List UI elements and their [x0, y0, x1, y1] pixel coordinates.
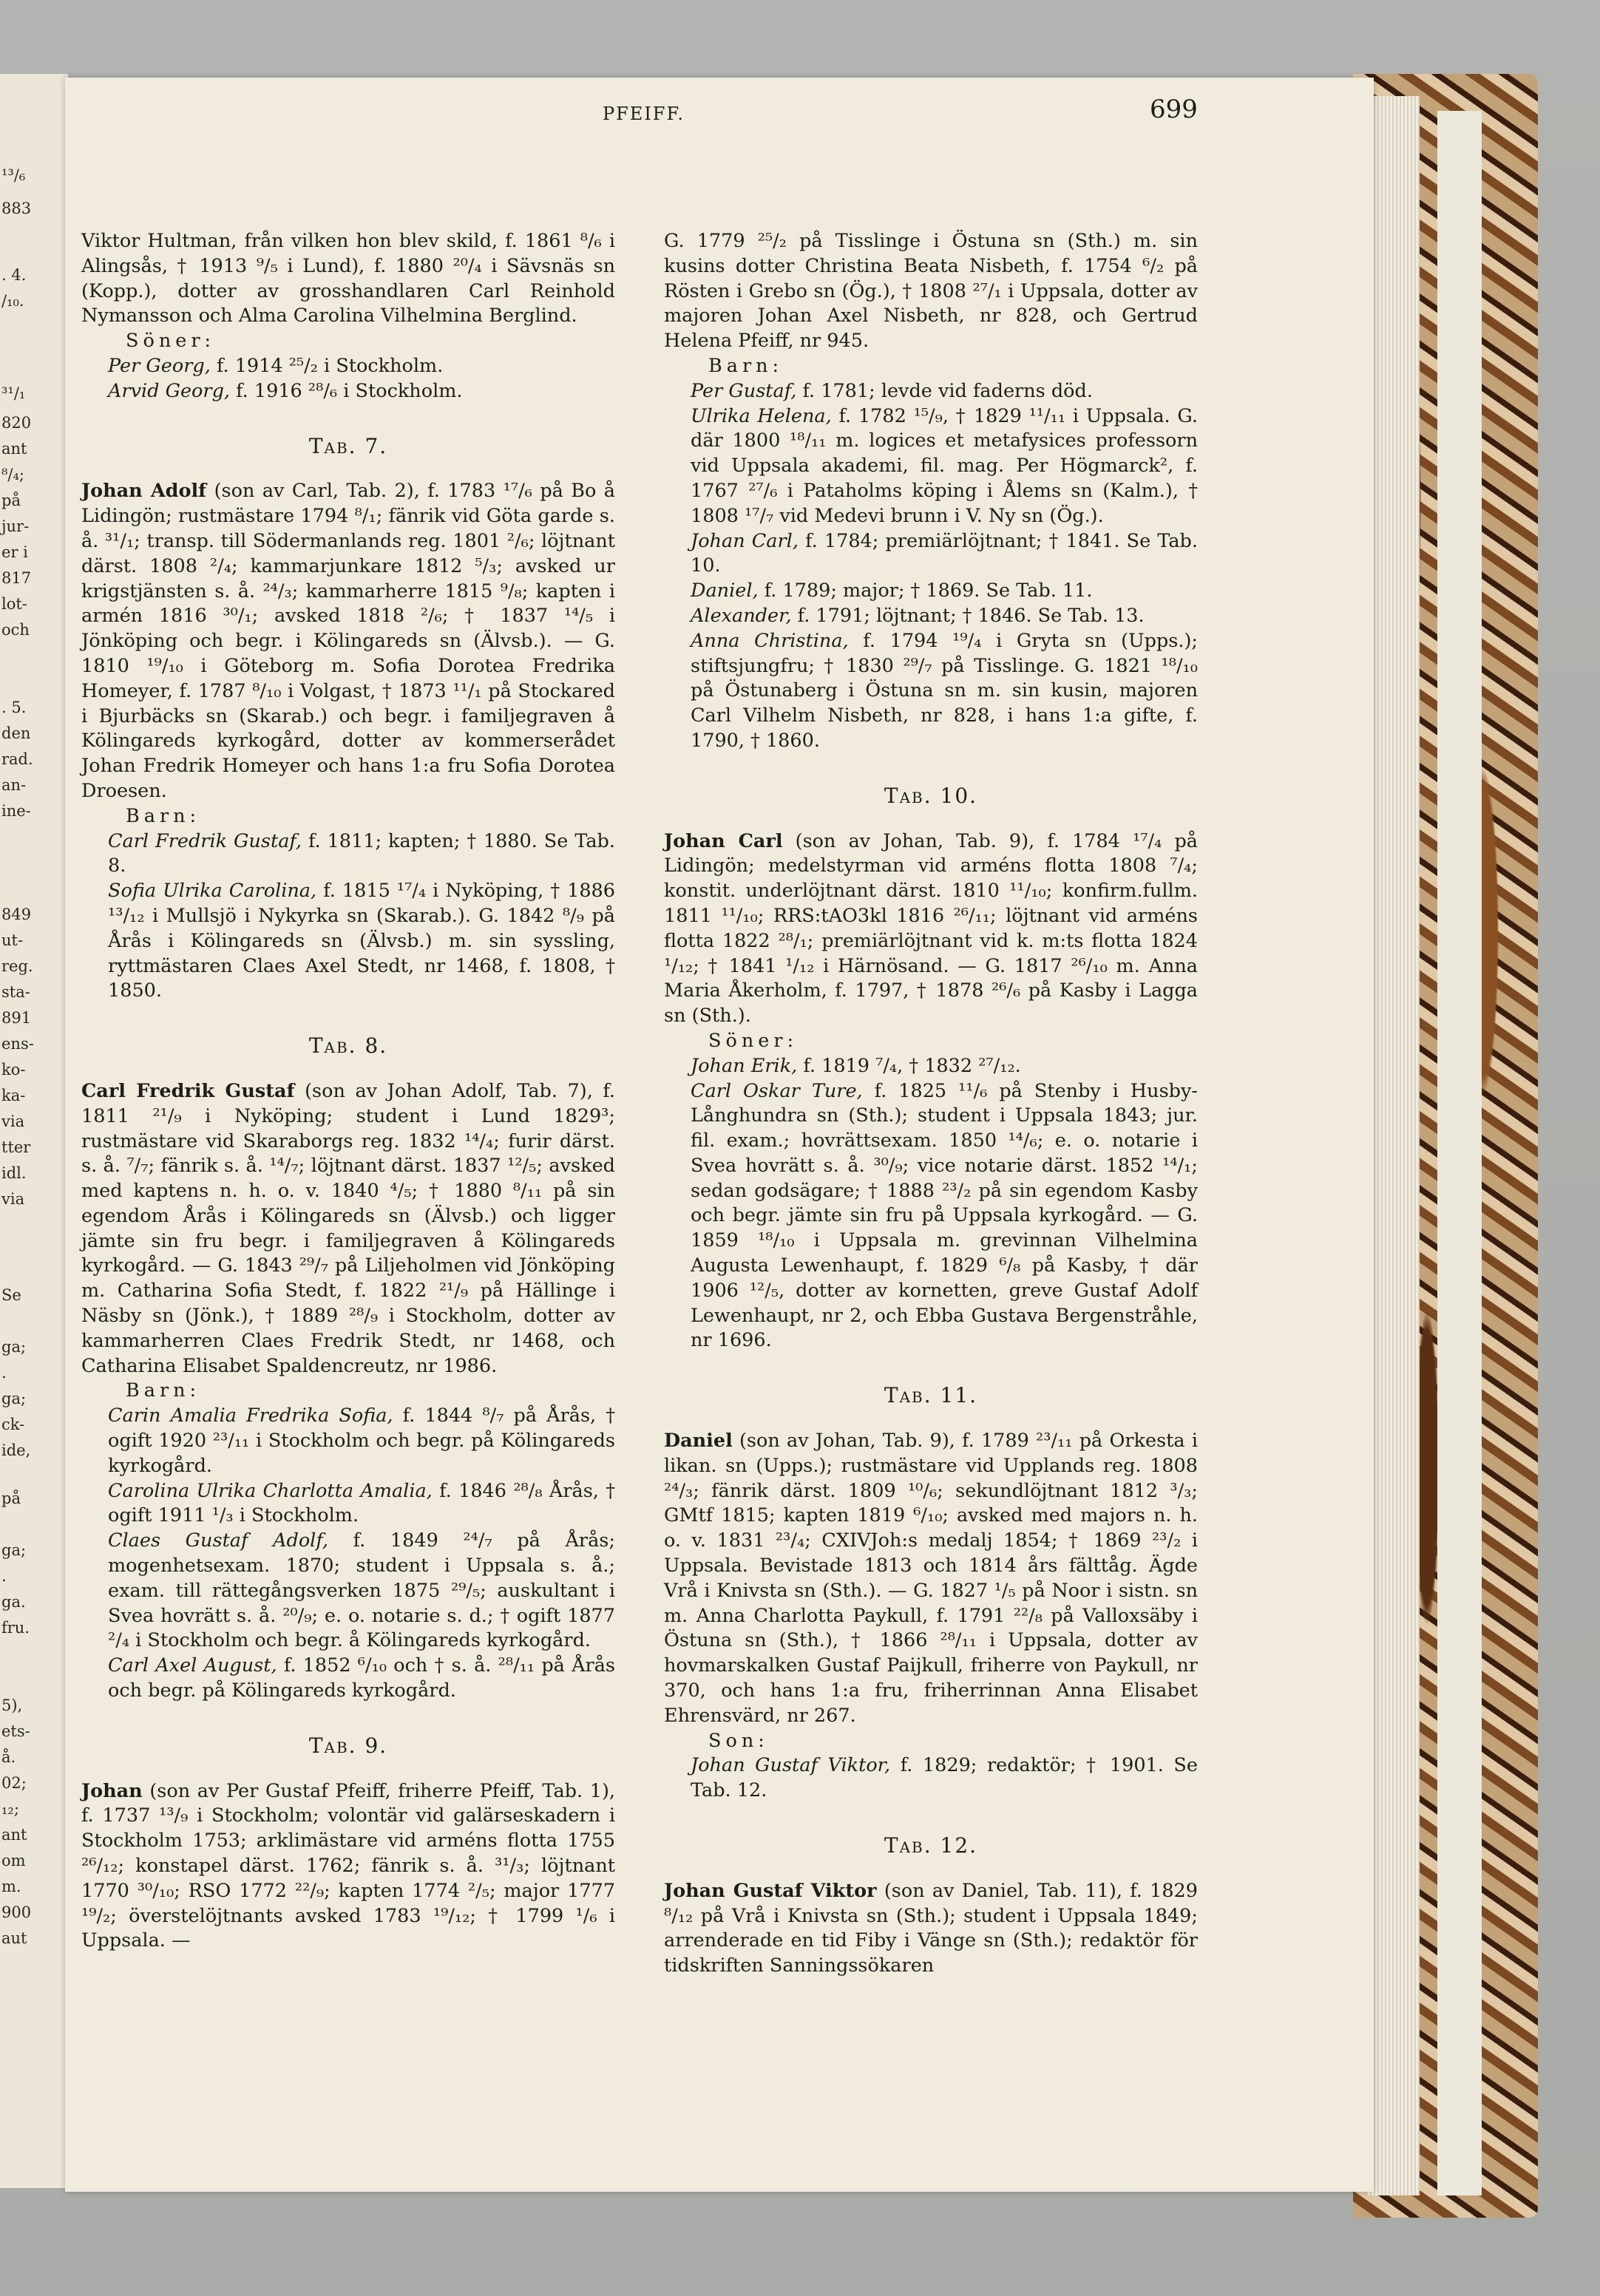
- children-label: Söner:: [126, 330, 216, 353]
- table-heading: Tab. 7.: [308, 433, 388, 458]
- facing-page-fragment: via: [1, 1113, 25, 1130]
- person-name: Carl Fredrik Gustaf: [81, 1079, 295, 1102]
- person-name: Claes Gustaf Adolf,: [108, 1529, 328, 1552]
- table-heading: Tab. 12.: [884, 1833, 978, 1858]
- person-details: f. 1825 ¹¹/₆ på Stenby i Husby-Långhundra sn (Sth.); student i Uppsala 1843; jur. fil. exam.; hovrättsexam. 1850 ¹⁴/₆; e. o. notarie i Svea hovrätt s. å. ³⁰/₉; vice notarie därst. 1852 ¹⁴/₁; sedan godsägare; † 1888 ²³/₂ på sin egendom Kasby och begr. jämte sin fru på Uppsala kyrkogård. — G. 1859 ¹⁸/₁₀ i Uppsala m. grevinnan Vilhelmina Augusta Lewenhaupt, f. 1829 ⁶/₈ på Kasby, † där 1906 ¹²/₅, dotter av kornetten, greve Gustaf Adolf Lewenhaupt, nr 2, och Ebba Gustava Bergenstråhle, nr 1696.: [691, 1079, 1198, 1352]
- person-details: f. 1846 ²⁸/₈ Årås, † ogift 1911 ¹/₃ i Stockholm.: [108, 1479, 615, 1527]
- facing-page-fragment: . 5.: [1, 699, 27, 716]
- children-label: Söner:: [708, 1029, 799, 1052]
- facing-page-fragment: ant: [1, 1826, 27, 1844]
- person-name: Daniel,: [691, 580, 759, 602]
- facing-page-fragment: 820: [1, 414, 32, 432]
- person-name: Sofia Ulrika Carolina,: [108, 880, 317, 903]
- facing-page-fragment: ¹³/₆: [1, 166, 26, 184]
- facing-page-fragment: ka-: [1, 1087, 26, 1104]
- facing-page-fragment: jur-: [1, 517, 30, 535]
- child-entry: [664, 629, 1198, 754]
- person-name: Johan Gustaf Viktor,: [691, 1754, 891, 1777]
- children-label: Son:: [708, 1729, 769, 1752]
- facing-page-fragment: på: [1, 1490, 21, 1507]
- facing-page-fragment: lot-: [1, 595, 27, 613]
- entry-continuation: Viktor Hultman, från vilken hon blev skild, f. 1861 ⁸/₆ i Alingsås, † 1913 ⁹/₅ i Lund), f. 1880 ²⁰/₄ i Sävsnäs sn (Kopp.), dotter av grosshandlaren Carl Reinhold Nymansson och Alma Carolina Vilhelmina Berglind.: [81, 230, 615, 327]
- person-details: f. 1815 ¹⁷/₄ i Nyköping, † 1886 ¹³/₁₂ i Mullsjö i Nykyrka sn (Skarab.). G. 1842 ⁸/₉ på Årås i Kölingareds sn (Älvsb.) m. sin syssling, ryttmästaren Claes Axel Stedt, nr 1468, f. 1808, † 1850.: [108, 880, 615, 1002]
- child-entry: [664, 404, 1198, 529]
- table-heading: Tab. 11.: [884, 1383, 978, 1408]
- person-details: f. 1916 ²⁸/₆ i Stockholm.: [230, 379, 463, 402]
- facing-page-fragment: ³¹/₁: [1, 384, 26, 402]
- person-name: Johan Carl: [664, 829, 783, 852]
- children-label: Barn:: [126, 1379, 201, 1402]
- person-name: Anna Christina,: [691, 629, 849, 652]
- person-details: (son av Johan Adolf, Tab. 7), f. 1811 ²¹/₉ i Nyköping; student i Lund 1829³; rustmästare vid Skaraborgs reg. 1832 ¹⁴/₄; furir därst. s. å. ⁷/₇; fänrik s. å. ¹⁴/₇; löjtnant därst. 1837 ¹²/₅; avsked med kaptens n. h. o. v. 1840 ⁴/₅; † 1880 ⁸/₁₁ på sin egendom Årås i Kölingareds sn (Älvsb.) och ligger jämte sin fru begr. i familjegraven å Kölingareds kyrkogård. — G. 1843 ²⁹/₇ på Liljeholmen vid Jönköping m. Catharina Sofia Stedt, f. 1822 ²¹/₉ på Hällinge i Näsby sn (Jönk.), † 1889 ²⁸/₉ i Stockholm, dotter av kammarherren Claes Fredrik Stedt, nr 1468, och Catharina Elisabet Spaldencreutz, nr 1986.: [81, 1079, 615, 1377]
- facing-page-fragment: ant: [1, 440, 27, 458]
- person-details: (son av Carl, Tab. 2), f. 1783 ¹⁷/₆ på Bo å Lidingön; rustmästare 1794 ⁸/₁; fänrik vid Göta garde s. å. ³¹/₁; transp. till Södermanlands reg. 1801 ²/₆; löjtnant därst. 1808 ²/₄; kammarjunkare 1812 ⁵/₃; avsked ur krigstjänsten s. å. ²⁴/₃; kammarherre 1815 ⁹/₈; kapten i armén 1816 ³⁰/₁; avsked 1818 ²/₆; † 1837 ¹⁴/₅ i Jönköping och begr. i Kölingareds sn (Älvsb.). — G. 1810 ¹⁹/₁₀ i Göteborg m. Sofia Dorotea Fredrika Homeyer, f. 1787 ⁸/₁₀ i Volgast, † 1873 ¹¹/₁ på Stockared i Bjurbäcks sn (Skarab.) och begr. i familjegraven å Kölingareds kyrkogård, dotter av kommerserådet Johan Fredrik Homeyer och hans 1:a fru Sofia Dorotea Droesen.: [81, 480, 615, 802]
- facing-page-fragment: aut: [1, 1929, 27, 1947]
- person-details: f. 1849 ²⁴/₇ på Årås; mogenhetsexam. 1870; student i Uppsala s. å.; exam. till rättegångsverken 1875 ²⁹/₅; auskultant i Svea hovrätt s. å. ²⁰/₉; e. o. notarie s. d.; † ogift 1877 ²/₄ i Stockholm och begr. å Kölingareds kyrkogård.: [108, 1529, 615, 1652]
- facing-page-fragment: 849: [1, 906, 32, 923]
- child-entry: [81, 379, 615, 404]
- person-details: f. 1914 ²⁵/₂ i Stockholm.: [210, 354, 444, 377]
- facing-page-fragment: reg.: [1, 957, 33, 975]
- person-name: Arvid Georg,: [108, 379, 231, 402]
- facing-page-fragment: er i: [1, 543, 28, 561]
- facing-page-fragment: ga;: [1, 1338, 27, 1356]
- facing-page-fragment: 900: [1, 1903, 32, 1921]
- person-details: f. 1829; redaktör; † 1901. Se Tab. 12.: [691, 1754, 1198, 1802]
- facing-page-fragment: å.: [1, 1748, 16, 1766]
- person-entry: [81, 1079, 615, 1379]
- child-entry: [664, 1054, 1198, 1079]
- facing-page-fragment: Se: [1, 1286, 21, 1304]
- right-column: [664, 229, 1198, 1979]
- facing-page-fragment: på: [1, 492, 21, 509]
- facing-page-fragment: m.: [1, 1878, 21, 1895]
- person-details: f. 1781; levde vid faderns död.: [796, 379, 1093, 402]
- facing-page-fragment: .: [1, 1567, 7, 1585]
- children-label: Barn:: [708, 354, 784, 377]
- facing-page-fragment: ⁸/₄;: [1, 466, 24, 483]
- facing-page-fragment: rad.: [1, 750, 33, 768]
- person-name: Carin Amalia Fredrika Sofia,: [108, 1405, 393, 1427]
- person-details: f. 1794 ¹⁹/₄ i Gryta sn (Upps.); stiftsjungfru; † 1830 ²⁹/₇ på Tisslinge. G. 1821 ¹⁸/₁₀ på Östunaberg i Östuna sn m. sin kusin, majoren Carl Vilhelm Nisbeth, nr 828, i hans 1:a gifte, f. 1790, † 1860.: [691, 629, 1198, 752]
- facing-page-fragment: ₁₂;: [1, 1800, 19, 1818]
- person-details: (son av Daniel, Tab. 11), f. 1829 ⁸/₁₂ på Vrå i Knivsta sn (Sth.); student i Uppsala 1849; arrenderade en tid Fiby i Vänge sn (Sth.); redaktör för tidskriften Sanningssökaren: [664, 1879, 1198, 1977]
- person-details: f. 1782 ¹⁵/₉, † 1829 ¹¹/₁₁ i Uppsala. G. där 1800 ¹⁸/₁₁ m. logices et metafysices professorn vid Uppsala akademi, fil. mag. Per Högmarck², f. 1767 ²⁷/₆ i Pataholms köping i Ålems sn (Kalm.), † 1808 ¹⁷/₇ vid Medevi brunn i V. Ny sn (Ög.).: [691, 404, 1198, 527]
- person-entry: [664, 1879, 1198, 1979]
- person-details: (son av Johan, Tab. 9), f. 1789 ²³/₁₁ på Orkesta i likan. sn (Upps.); rustmästare vid Upplands reg. 1808 ²⁴/₃; fänrik därst. 1809 ¹⁰/₆; sekundlöjtnant 1812 ³/₃; GMtf 1815; kapten 1819 ⁶/₁₀; avsked med majors n. h. o. v. 1831 ²³/₄; CXIVJoh:s medalj 1854; † 1869 ²³/₂ i Uppsala. Bevistade 1813 och 1814 års fälttåg. Ägde Vrå i Knivsta sn (Sth.). — G. 1827 ¹/₅ på Noor i sistn. sn m. Anna Charlotta Paykull, f. 1791 ²²/₈ på Valloxsäby i Östuna sn (Sth.), † 1866 ²⁸/₁₁ i Uppsala, dotter av hovmarskalken Gustaf Paijkull, friherre von Paykull, nr 370, och hans 1:a fru, friherrinnan Anna Elisabet Ehrensvärd, nr 267.: [664, 1430, 1198, 1727]
- person-details: f. 1844 ⁸/₇ på Årås, † ogift 1920 ²³/₁₁ i Stockholm och begr. på Kölingareds kyrkogård.: [108, 1405, 616, 1477]
- facing-page-fragment: 817: [1, 569, 32, 587]
- left-page-margin: [0, 74, 68, 2188]
- child-entry: [664, 1079, 1198, 1354]
- person-name: Alexander,: [691, 604, 792, 627]
- facing-page-fragment: .: [1, 1364, 7, 1382]
- facing-page-fragment: 891: [1, 1009, 32, 1027]
- facing-page-fragment: ine-: [1, 802, 31, 820]
- child-entry: [664, 604, 1198, 629]
- left-column: [81, 229, 615, 1954]
- person-name: Per Georg,: [108, 354, 211, 377]
- page-number: 699: [1150, 95, 1198, 124]
- facing-page-fragment: och: [1, 621, 30, 639]
- facing-page-fragment: ga;: [1, 1541, 27, 1559]
- child-entry: [81, 1479, 615, 1529]
- person-details: f. 1784; premiärlöjtnant; † 1841. Se Tab. 10.: [691, 529, 1198, 577]
- person-name: Johan: [81, 1779, 143, 1802]
- facing-page-fragment: 5),: [1, 1696, 23, 1714]
- person-details: f. 1791; löjtnant; † 1846. Se Tab. 13.: [791, 604, 1145, 627]
- facing-page-fragment: ens-: [1, 1035, 34, 1053]
- child-entry: [81, 1654, 615, 1704]
- table-heading: Tab. 10.: [884, 783, 978, 808]
- child-entry: [81, 1529, 615, 1654]
- cover-inner-strip: [1437, 111, 1482, 2195]
- facing-page-fragment: den: [1, 724, 31, 742]
- person-entry: [664, 829, 1198, 1029]
- facing-page-fragment: tter: [1, 1138, 31, 1156]
- child-entry: [81, 1404, 615, 1478]
- children-label: Barn:: [126, 804, 201, 827]
- table-heading: Tab. 8.: [308, 1033, 388, 1059]
- person-name: Johan Carl,: [691, 529, 799, 552]
- facing-page-fragment: om: [1, 1852, 26, 1869]
- person-name: Johan Gustaf Viktor: [664, 1879, 877, 1902]
- facing-page-fragment: ko-: [1, 1061, 26, 1079]
- page-edges: [1368, 96, 1420, 2195]
- person-details: f. 1811; kapten; † 1880. Se Tab. 8.: [108, 829, 615, 877]
- person-details: f. 1852 ⁶/₁₀ och † s. å. ²⁸/₁₁ på Årås och begr. på Kölingareds kyrkogård.: [108, 1654, 615, 1702]
- person-name: Carolina Ulrika Charlotta Amalia,: [108, 1479, 433, 1502]
- person-name: Daniel: [664, 1430, 733, 1453]
- facing-page-fragment: 883: [1, 200, 32, 217]
- child-entry: [664, 529, 1198, 580]
- person-name: Ulrika Helena,: [691, 404, 832, 427]
- person-details: f. 1789; major; † 1869. Se Tab. 11.: [758, 580, 1093, 602]
- person-details: (son av Johan, Tab. 9), f. 1784 ¹⁷/₄ på Lidingön; medelstyrman vid arméns flotta 1808 ⁷/₄; konstit. underlöjtnant därst. 1810 ¹¹/₁₀; konfirm.fullm. 1811 ¹¹/₁₀; RRS:tAO3kl 1816 ²⁶/₁₁; löjtnant vid arméns flotta 1822 ²⁸/₁; premiärlöjtnant vid k. m:ts flotta 1824 ¹/₁₂; † 1841 ¹/₁₂ i Härnösand. — G. 1817 ²⁶/₁₀ m. Anna Maria Åkerholm, f. 1797, † 1878 ²⁶/₆ på Kasby i Lagga sn (Sth.).: [664, 829, 1198, 1028]
- person-entry: [664, 1429, 1198, 1729]
- child-entry: [81, 879, 615, 1004]
- person-name: Johan Erik,: [691, 1054, 798, 1077]
- person-entry: [81, 1779, 615, 1954]
- facing-page-fragment: an-: [1, 776, 27, 794]
- child-entry: [664, 1753, 1198, 1804]
- person-name: Carl Axel August,: [108, 1654, 277, 1677]
- person-name: Carl Fredrik Gustaf,: [108, 829, 302, 852]
- facing-page-fragment: ets-: [1, 1722, 30, 1740]
- child-entry: [81, 354, 615, 379]
- facing-page-fragment: /₁₀.: [1, 292, 24, 310]
- table-heading: Tab. 9.: [308, 1733, 388, 1758]
- facing-page-fragment: ga;: [1, 1390, 27, 1407]
- person-details: (son av Per Gustaf Pfeiff, friherre Pfeiff, Tab. 1), f. 1737 ¹³/₉ i Stockholm; volontär vid galärseskadern i Stockholm 1753; arklimästare vid arméns flotta 1755 ²⁶/₁₂; konstapel därst. 1762; fänrik s. å. ³¹/₃; löjtnant 1770 ³⁰/₁₀; RSO 1772 ²²/₉; kapten 1774 ²/₅; major 1777 ¹⁹/₂; överstelöjtnants avsked 1783 ¹⁹/₁₂; † 1799 ¹/₆ i Uppsala. —: [81, 1779, 615, 1952]
- facing-page-fragment: ck-: [1, 1416, 25, 1433]
- facing-page-fragment: 02;: [1, 1774, 27, 1792]
- facing-page-fragment: ide,: [1, 1441, 31, 1459]
- person-name: Carl Oskar Ture,: [691, 1079, 863, 1102]
- person-details: f. 1819 ⁷/₄, † 1832 ²⁷/₁₂.: [797, 1054, 1021, 1077]
- person-entry: [81, 479, 615, 804]
- facing-page-fragment: . 4.: [1, 266, 27, 284]
- facing-page-fragment: ut-: [1, 931, 24, 949]
- facing-page-fragment: via: [1, 1190, 25, 1208]
- person-name: Per Gustaf,: [691, 379, 797, 402]
- facing-page-fragment: sta-: [1, 983, 30, 1001]
- child-entry: [664, 579, 1198, 604]
- child-entry: [664, 379, 1198, 404]
- facing-page-fragment: fru.: [1, 1619, 30, 1637]
- running-header: PFEIFF.: [603, 103, 685, 124]
- child-entry: [81, 829, 615, 880]
- facing-page-fragment: ga.: [1, 1593, 26, 1611]
- entry-continuation: G. 1779 ²⁵/₂ på Tisslinge i Östuna sn (Sth.) m. sin kusins dotter Christina Beata Nisbeth, f. 1754 ⁶/₂ på Rösten i Grebo sn (Ög.), † 1808 ²⁷/₁ i Uppsala, dotter av majoren Johan Axel Nisbeth, nr 828, och Gertrud Helena Pfeiff, nr 945.: [664, 230, 1198, 353]
- person-name: Johan Adolf: [81, 480, 207, 503]
- facing-page-fragment: idl.: [1, 1164, 27, 1182]
